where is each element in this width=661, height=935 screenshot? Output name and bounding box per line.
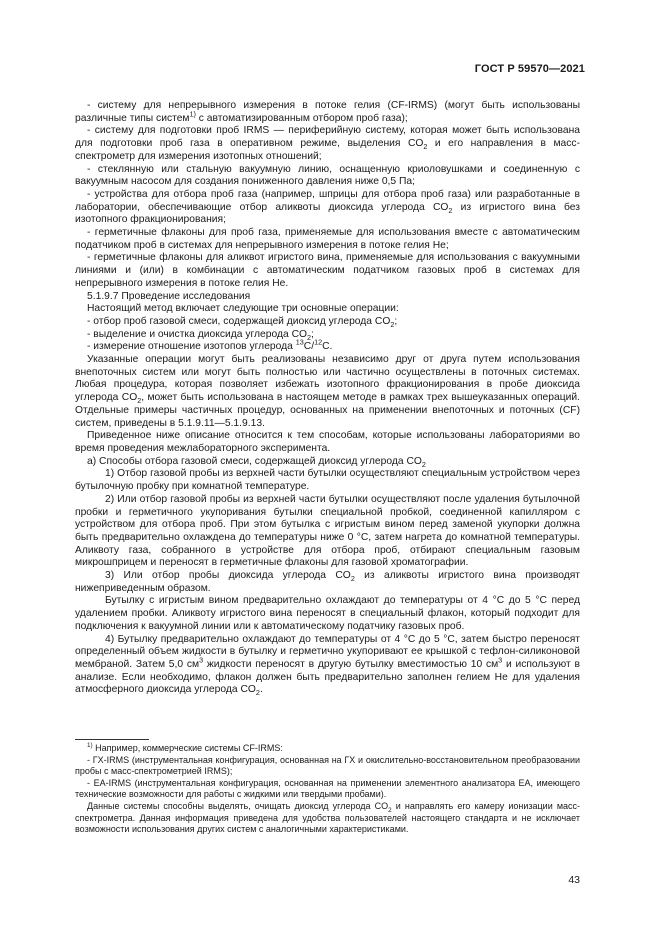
list-item: а) Способы отбора газовой смеси, содержащей диоксид углерода $CO_2$ — [87, 455, 426, 469]
footnote: - ГХ-IRMS (инструментальная конфигурация, основанная на ГХ и окислительно-восстановительном преобразовании пробы с масс-спектрометрией IRMS); — [75, 754, 580, 777]
standard-header: ГОСТ Р 59570—2021 — [474, 63, 585, 75]
paragraph: - устройства для отбора проб газа (например, шприцы для отбора проб газа) или разработанные в лаборатории, обеспечивающие отбор аликвоты диоксида углерода $CO_2$ из игристого вина без изотопного фракционирования; — [75, 188, 580, 226]
footnote: $^{1)}$ Например, коммерческие системы CF-IRMS: — [87, 742, 283, 753]
footnote: Данные системы способны выделять, очищать диоксид углерода $CO_2$ и направлять его камеру ионизации масс-спектрометра. Данная информация приведена для удобства пользователей настоящего стандарта и не исключает возможности использования других систем с аналогичными характеристиками. — [75, 800, 581, 835]
footnote-divider — [75, 739, 149, 740]
paragraph: Настоящий метод включает следующие три основные операции: — [87, 303, 399, 315]
list-item: 4) Бутылку предварительно охлаждают до температуры от 4 °C до 5 °C, затем быстро переносят определенный объем жидкости в бутылку и герметично укупоривают ее крышкой с тефлон-силиконовой мембраной. Затем 5,0 $см^3$ жидкости переносят в другую бутылку вместимостью 10 $см^3$ и используют в анализе. Если необходимо, флакон должен быть предварительно заполнен гелием He для удаления атмосферного диоксида углерода $CO_2$. — [75, 633, 580, 698]
list-item: 2) Или отбор газовой пробы из верхней части бутылки осуществляют после удаления бутылочной пробки и герметичного укупоривания бутылки специальной пробкой, соединенной капилляром с устройством для отбора проб. При этом бутылка с игристым вином перед заменой укупорки должна быть предварительно охлаждена до температуры ниже 0 °C, затем нагрета до комнатной температуры. Аликвоту газа, собранного в устройстве для отбора проб, отбирают специальным газовым микрошприцем и переносят в герметичные флаконы для газовой хроматографии. — [75, 493, 580, 569]
section-heading: 5.1.9.7 Проведение исследования — [87, 290, 251, 302]
list-item: - отбор проб газовой смеси, содержащей диоксид углерода $CO_2$; — [87, 315, 398, 329]
main-text — [75, 100, 580, 697]
paragraph: Приведенное ниже описание относится к тем способам, которые использованы лабораториями во время проведения межлабораторного эксперимента. — [75, 430, 580, 454]
footnote: - EA-IRMS (инструментальная конфигурация, основанная на применении элементного анализатора EA, имеющего технические возможности для работы с жидкими или твердыми пробами). — [75, 777, 580, 800]
paragraph: - стеклянную или стальную вакуумную линию, оснащенную криоловушками и соединенную с вакуумным насосом для создания пониженного давления ниже 0,5 Па; — [75, 163, 580, 188]
list-item: - выделение и очистка диоксида углерода $CO_2$; — [87, 328, 314, 342]
page-number: 43 — [568, 874, 580, 886]
list-item: 3) Или отбор пробы диоксида углерода $CO_2$ из аликвоты игристого вина производят нижеприведенным образом. — [75, 570, 580, 594]
paragraph: Указанные операции могут быть реализованы независимо друг от друга путем использования внепоточных систем или могут быть полностью или частично осуществлены в поточных системах. Любая процедура, которая позволяет избежать изотопного фракционирования в пробе диоксида углерода $CO_2$, может быть использована в настоящем методе в рамках трех вышеуказанных операций. Отдельные примеры частичных процедур, основанных на применении внепоточных и поточных (CF) систем, приведены в 5.1.9.11—5.1.9.13. — [75, 354, 580, 429]
paragraph: - герметичные флаконы для аликвот игристого вина, применяемые для использования с вакуумными линиями и (или) в комбинации с автоматическим податчиком газовых проб в системах для непрерывного измерения в потоке гелия He. — [75, 252, 580, 289]
paragraph: - систему для подготовки проб IRMS — периферийную систему, которая может быть использована для подготовки проб газа в оперативном режиме, выделения $CO_2$ и его направления в масс-спектрометр для измерения изотопных отношений; — [75, 125, 581, 162]
footnote-ref[interactable]: 1) — [189, 109, 196, 119]
paragraph: - систему для непрерывного измерения в потоке гелия (CF-IRMS) (могут быть использованы различные типы систем$^{1)}$ с автоматизированным отбором проб газа); — [75, 100, 580, 124]
list-item: - измерение отношение изотопов углерода $^{13}$C/$^{12}$C. — [87, 337, 333, 353]
list-item: 1) Отбор газовой пробы из верхней части бутылки осуществляют специальным устройством через бутылочную пробку при комнатной температуре. — [75, 468, 580, 493]
paragraph: - герметичные флаконы для проб газа, применяемые для использования вместе с автоматическим податчиком проб в системах для непрерывного измерения в потоке гелия He; — [75, 227, 580, 251]
footnotes — [75, 743, 580, 836]
paragraph: Бутылку с игристым вином предварительно охлаждают до температуры от 4 °C до 5 °C перед удалением пробки. Аликвоту игристого вина переносят в специальный флакон, который подходит для подключения к вакуумной линии или к автоматическому податчику газовых проб. — [75, 595, 580, 632]
